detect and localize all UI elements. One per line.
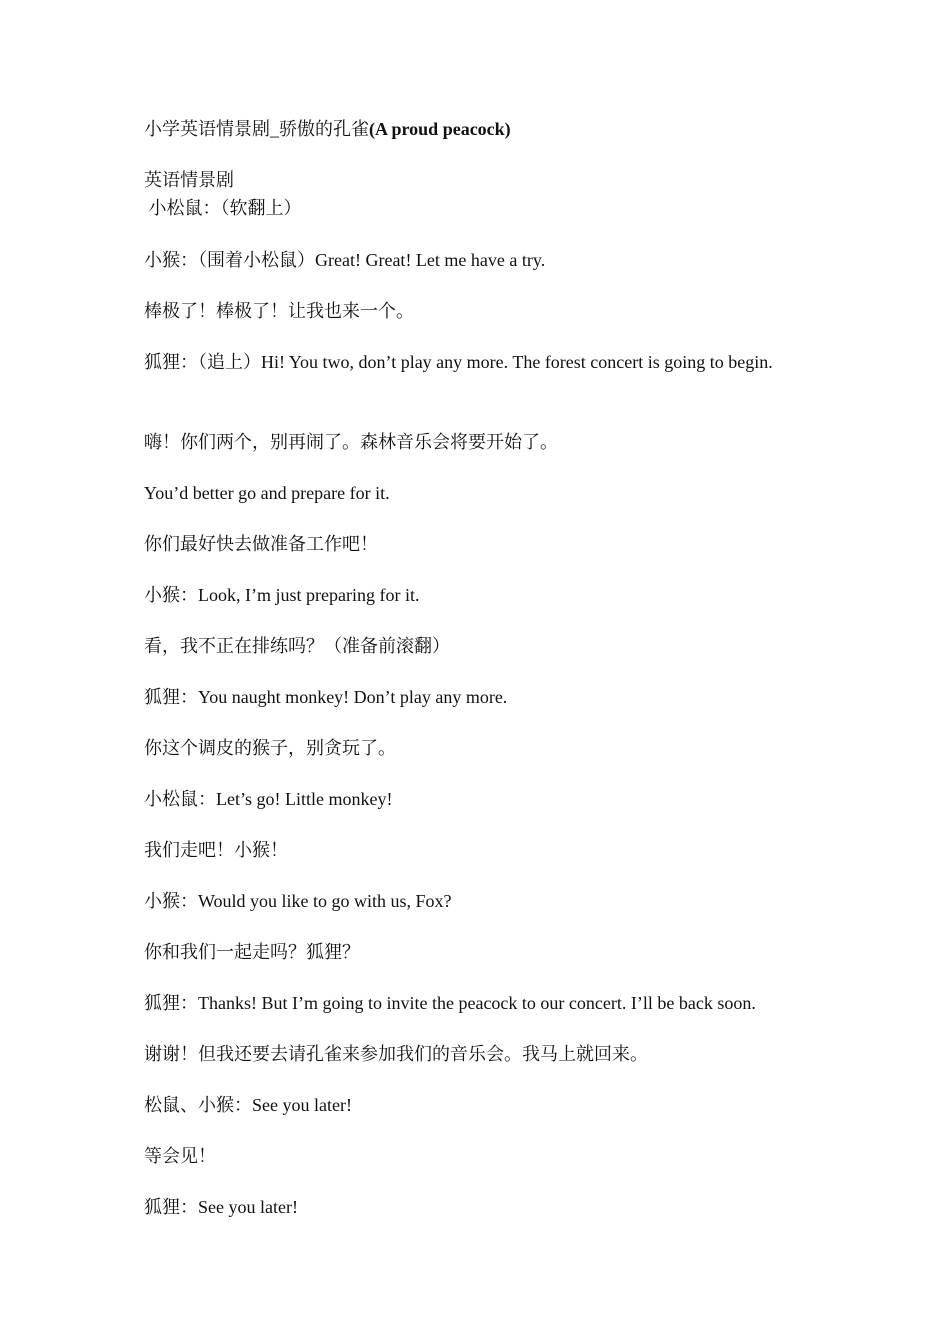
dialogue-line: 狐狸：You naught monkey! Don’t play any more.: [144, 687, 508, 707]
dialogue-line: 小松鼠：Let’s go! Little monkey!: [144, 789, 393, 809]
stage-direction-line: 小松鼠：（软翻上）: [144, 198, 302, 218]
translation-line: 等会见！: [144, 1146, 216, 1166]
dialogue-line: 狐狸：See you later!: [144, 1197, 298, 1217]
translation-line: 嗨！你们两个，别再闹了。森林音乐会将要开始了。: [144, 432, 558, 452]
subtitle-line: 英语情景剧: [144, 170, 234, 190]
translation-line: 你和我们一起走吗？狐狸？: [144, 942, 360, 962]
dialogue-line: 狐狸：Thanks! But I’m going to invite the peacock to our concert. I’ll be back soon.: [144, 993, 756, 1013]
translation-line: 棒极了！棒极了！让我也来一个。: [144, 301, 414, 321]
document-title: [144, 116, 824, 142]
dialogue-line: 松鼠、小猴：See you later!: [144, 1095, 352, 1115]
dialogue-line: 小猴：Would you like to go with us, Fox?: [144, 891, 452, 911]
dialogue-line: You’d better go and prepare for it.: [144, 483, 390, 503]
title-chinese: 小学英语情景剧_骄傲的孔雀: [144, 119, 369, 139]
translation-line: 看，我不正在排练吗？（准备前滚翻）: [144, 636, 450, 656]
dialogue-line: 小猴：（围着小松鼠）Great! Great! Let me have a try.: [144, 250, 546, 270]
dialogue-line: 狐狸：（追上）Hi! You two, don’t play any more. The forest concert is going to begin.: [144, 352, 773, 372]
translation-line: 谢谢！但我还要去请孔雀来参加我们的音乐会。我马上就回来。: [144, 1044, 648, 1064]
translation-line: 你这个调皮的猴子，别贪玩了。: [144, 738, 396, 758]
translation-line: 我们走吧！小猴！: [144, 840, 288, 860]
dialogue-line: 小猴：Look, I’m just preparing for it.: [144, 585, 420, 605]
translation-line: 你们最好快去做准备工作吧！: [144, 534, 378, 554]
title-english: (A proud peacock): [369, 119, 511, 139]
